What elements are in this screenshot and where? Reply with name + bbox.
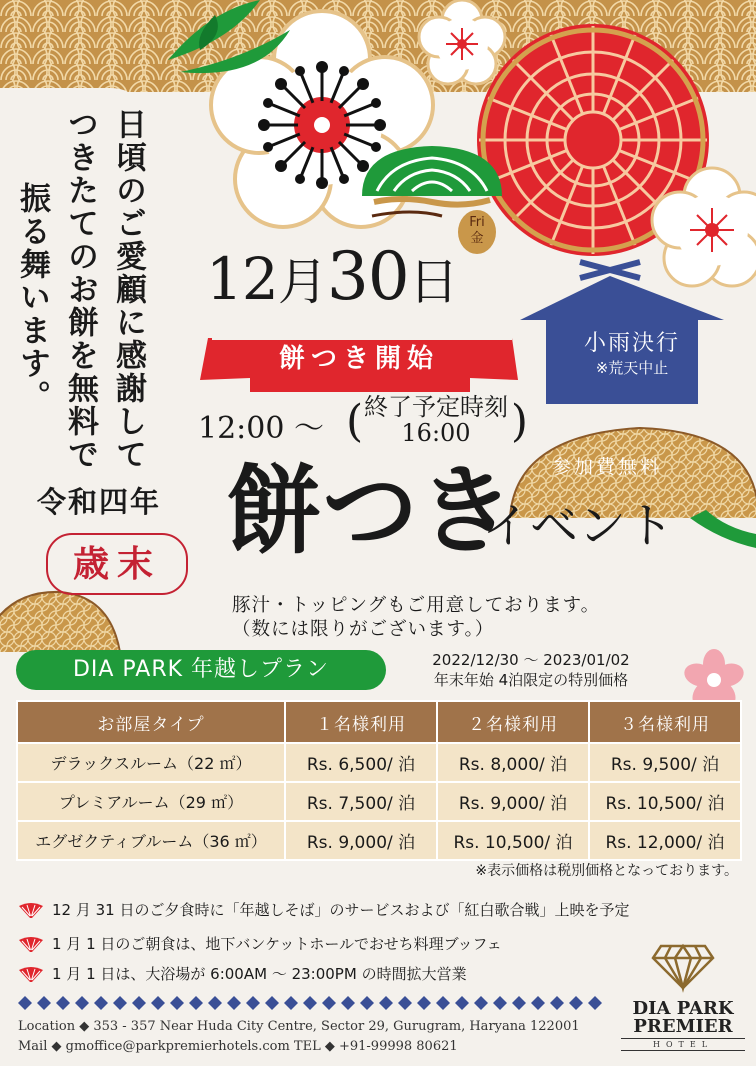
price-cell: Rs. 7,500/ 泊 bbox=[285, 782, 437, 821]
event-date bbox=[206, 238, 458, 315]
intro-line-3: 振る舞います。 bbox=[14, 182, 50, 413]
weekday-jp: 金 bbox=[470, 231, 484, 246]
fan-icon bbox=[18, 937, 44, 953]
fan-icon bbox=[18, 903, 44, 919]
info-line-3 bbox=[18, 963, 467, 984]
header-2-person: ２名様利用 bbox=[437, 701, 589, 743]
logo-line-3: HOTEL bbox=[621, 1038, 745, 1051]
rain-sign bbox=[542, 330, 722, 378]
price-cell: Rs. 9,000/ 泊 bbox=[437, 782, 589, 821]
fan-icon bbox=[18, 967, 44, 983]
price-cell: Rs. 10,500/ 泊 bbox=[589, 782, 741, 821]
plan-dates: 2022/12/30 〜 2023/01/02 bbox=[432, 651, 630, 669]
table-row bbox=[17, 821, 741, 860]
participation-fee: 参加費無料 bbox=[552, 456, 663, 478]
weekday-en: Fri bbox=[469, 215, 485, 230]
topping-note-line-1: 豚汁・トッピングもご用意しております。 bbox=[232, 595, 601, 616]
price-cell: Rs. 8,000/ 泊 bbox=[437, 743, 589, 782]
room-type-cell: デラックスルーム（22 ㎡） bbox=[17, 743, 285, 782]
hotel-logo bbox=[621, 1000, 745, 1036]
footer-contact: Mail ◆ gmoffice@parkpremierhotels.com TEL ◆ +91-99998 80621 bbox=[18, 1039, 458, 1054]
rain-sign-note: ※荒天中止 bbox=[595, 359, 669, 377]
table-row bbox=[17, 743, 741, 782]
headline-main: 餅つき bbox=[226, 454, 514, 567]
info-text-1: 12 月 31 日のご夕食時に「年越しそば」のサービスおよび「紅白歌合戦」上映を予定 bbox=[52, 901, 630, 919]
end-time-label: 終了予定時刻 bbox=[364, 393, 508, 421]
event-start-banner: 餅つき開始 bbox=[278, 344, 439, 374]
price-table-header bbox=[17, 701, 741, 743]
room-type-cell: エグゼクティブルーム（36 ㎡） bbox=[17, 821, 285, 860]
intro-line-2: つきたてのお餅を無料で bbox=[62, 108, 98, 471]
tax-note: ※表示価格は税別価格となっております。 bbox=[475, 863, 738, 879]
end-time-value: 16:00 bbox=[401, 419, 471, 447]
start-time: 12:00 〜 bbox=[198, 411, 324, 446]
price-cell: Rs. 6,500/ 泊 bbox=[285, 743, 437, 782]
room-type-cell: プレミアルーム（29 ㎡） bbox=[17, 782, 285, 821]
plan-title: DIA PARK 年越しプラン bbox=[16, 650, 386, 690]
date-month-kanji: 月 bbox=[277, 253, 327, 311]
year-end-label: 歳末 bbox=[46, 533, 188, 595]
topping-note-line-2: （数には限りがございます。） bbox=[232, 619, 495, 640]
header-3-person: ３名様利用 bbox=[589, 701, 741, 743]
price-cell: Rs. 9,500/ 泊 bbox=[589, 743, 741, 782]
price-table bbox=[16, 700, 742, 861]
headline-sub: イベント bbox=[482, 498, 675, 554]
intro-line-1: 日頃のご愛顧に感謝して bbox=[110, 108, 146, 471]
plan-dates-note: 年末年始 4泊限定の特別価格 bbox=[433, 671, 629, 689]
end-time-note: ( 終了予定時刻 16:00 ) bbox=[346, 393, 528, 447]
footer-location: Location ◆ 353 - 357 Near Huda City Centre, Sector 29, Gurugram, Haryana 122001 bbox=[18, 1019, 580, 1034]
info-line-2 bbox=[18, 933, 502, 954]
header-1-person: １名様利用 bbox=[285, 701, 437, 743]
diamond-band bbox=[18, 996, 602, 1010]
weekday-badge bbox=[458, 210, 496, 254]
price-cell: Rs. 12,000/ 泊 bbox=[589, 821, 741, 860]
date-day-kanji: 日 bbox=[408, 253, 458, 311]
logo-line-1: DIA PARK bbox=[632, 998, 734, 1019]
info-text-3: 1 月 1 日は、大浴場が 6:00AM 〜 23:00PM の時間拡大営業 bbox=[52, 965, 467, 983]
diamond-logo-icon bbox=[653, 946, 713, 988]
info-text-2: 1 月 1 日のご朝食は、地下バンケットホールでおせち料理ブッフェ bbox=[52, 935, 502, 953]
gold-pine-left bbox=[0, 592, 120, 652]
info-line-1 bbox=[18, 899, 629, 920]
logo-line-2: PREMIER bbox=[633, 1016, 733, 1037]
plan-period bbox=[406, 650, 656, 690]
price-cell: Rs. 9,000/ 泊 bbox=[285, 821, 437, 860]
footer bbox=[18, 1017, 580, 1057]
price-cell: Rs. 10,500/ 泊 bbox=[437, 821, 589, 860]
era-year: 令和四年 bbox=[37, 485, 162, 519]
header-room-type: お部屋タイプ bbox=[17, 701, 285, 743]
date-month: 12 bbox=[206, 245, 278, 313]
table-row bbox=[17, 782, 741, 821]
date-day: 30 bbox=[326, 238, 409, 315]
rain-sign-title: 小雨決行 bbox=[583, 331, 680, 356]
topping-note bbox=[232, 594, 600, 642]
